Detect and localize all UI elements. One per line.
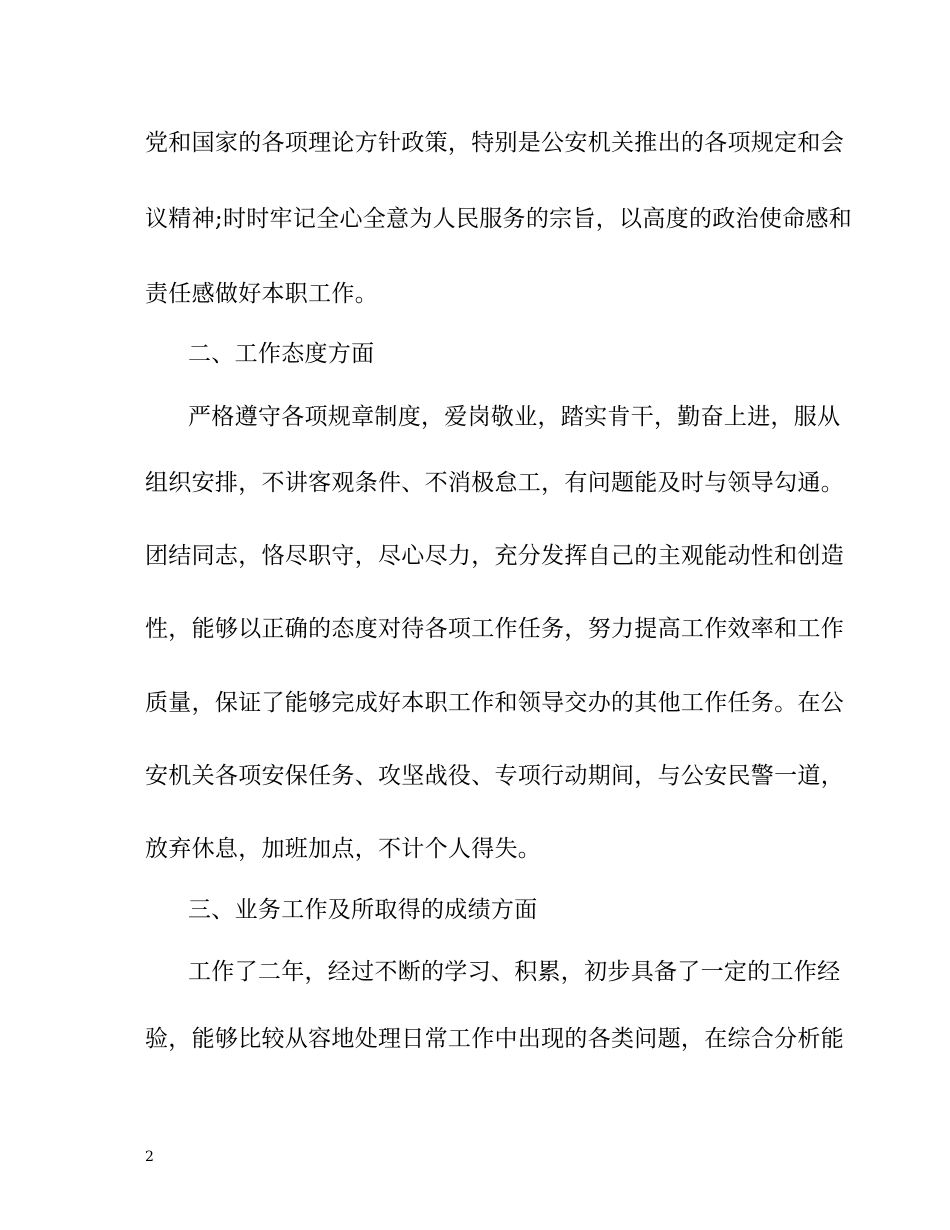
body-text-line: 验，能够比较从容地处理日常工作中出现的各类问题，在综合分析能 [145,1026,844,1052]
body-text-line: 责任感做好本职工作。 [145,281,378,307]
page-number: 2 [145,1149,154,1165]
body-text-line: 质量，保证了能够完成好本职工作和领导交办的其他工作任务。在公 [145,690,844,716]
body-text-line: 安机关各项安保任务、攻坚战役、专项行动期间，与公安民警一道， [145,763,844,789]
body-text-line: 性，能够以正确的态度对待各项工作任务，努力提高工作效率和工作 [145,616,844,642]
body-text-line: 严格遵守各项规章制度，爱岗敬业，踏实肯干，勤奋上进，服从 [188,404,841,430]
body-text-line: 团结同志，恪尽职守，尽心尽力，充分发挥自己的主观能动性和创造 [145,543,844,569]
section-heading: 三、业务工作及所取得的成绩方面 [188,897,538,923]
body-text-line: 放弃休息，加班加点，不计个人得失。 [145,836,542,862]
section-heading: 二、工作态度方面 [188,341,375,367]
body-text-line: 组织安排，不讲客观条件、不消极怠工，有问题能及时与领导勾通。 [145,470,844,496]
body-text-line: 党和国家的各项理论方针政策，特别是公安机关推出的各项规定和会 [145,130,844,156]
body-text-line: 工作了二年，经过不断的学习、积累，初步具备了一定的工作经 [188,959,841,985]
body-text-line: 议精神;时时牢记全心全意为人民服务的宗旨，以高度的政治使命感和 [145,206,853,232]
